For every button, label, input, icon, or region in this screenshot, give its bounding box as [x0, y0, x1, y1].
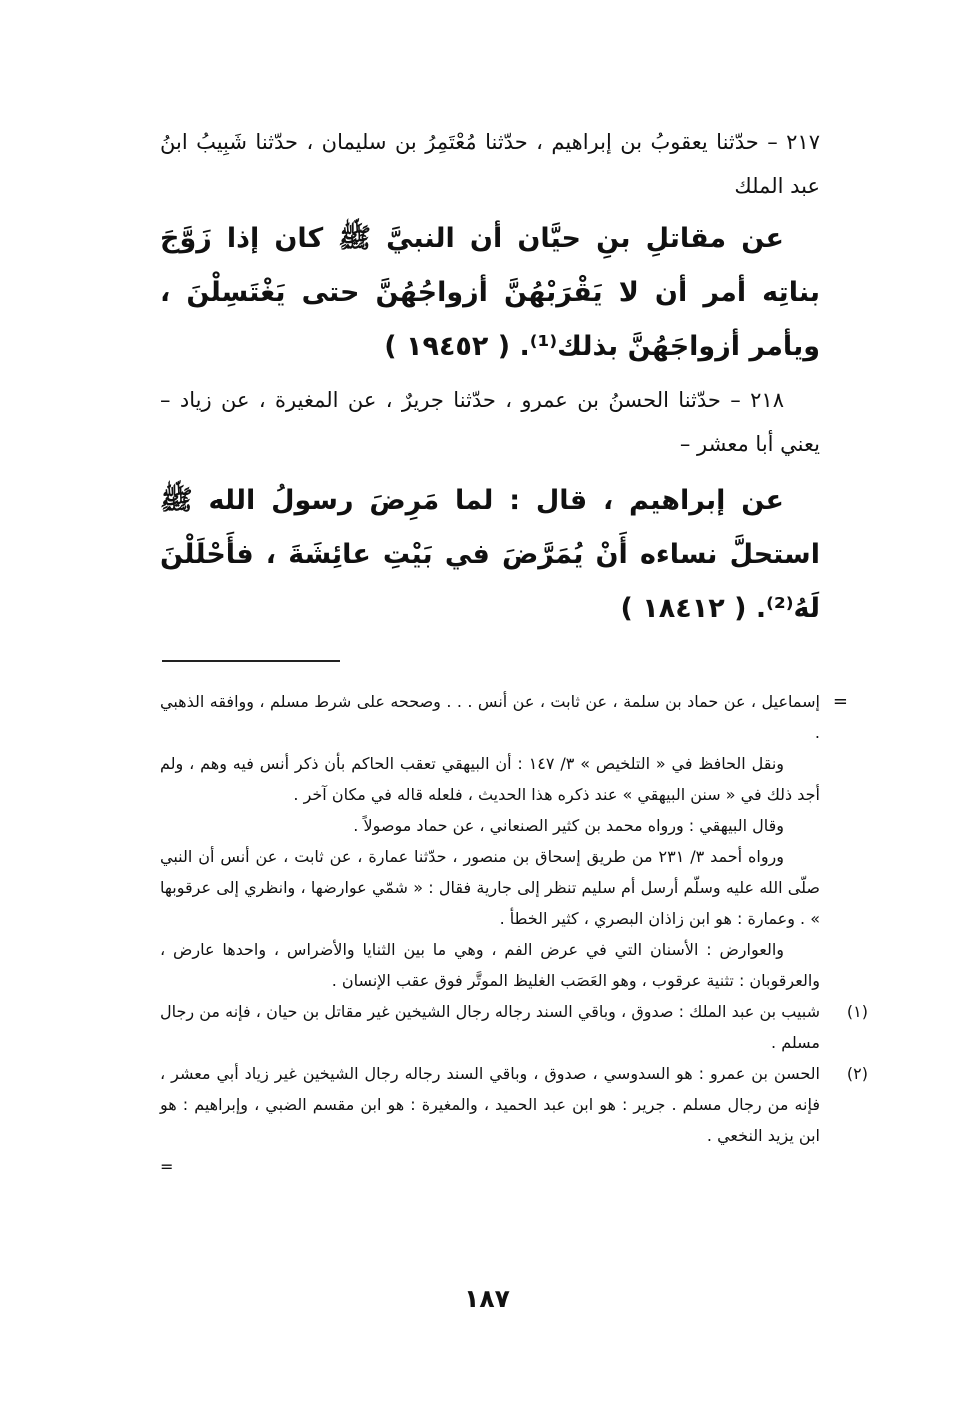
footnote-text: الحسن بن عمرو : هو السدوسي ، صدوق ، وباقي السند رجاله رجال الشيخين غير زياد أبي معشر ، فإنه من رجال مسلم . جرير : هو ابن عبد الحميد ، والمغيرة : هو ابن مقسم الضبي ، وإبراهيم : هو ابن يزيد النخعي . — [160, 1064, 820, 1145]
footnote-number: (٢) — [846, 1064, 868, 1083]
footnote-1 — [160, 996, 868, 1058]
hadith-218-isnad: ٢١٨ – حدّثنا الحسنُ بن عمرو ، حدّثنا جريرٌ ، عن المغيرة ، عن زياد – يعني أبا معشر – — [160, 388, 820, 456]
hadith-217-isnad: ٢١٧ – حدّثنا يعقوبُ بن إبراهيم ، حدّثنا مُعْتَمِرُ بن سليمان ، حدّثنا شَبِيبُ ابنُ عبد الملك — [160, 130, 820, 198]
hadith-218-matn: عن إبراهيم ، قال : لما مَرِضَ رسولُ الله ﷺ استحلَّ نساءه أَنْ يُمَرَّضَ في بَيْتِ عائِشَةَ ، فأَحْلَلْنَ لَهُ⁽²⁾. ( ١٨٤١٢ ) — [160, 485, 820, 624]
footnote-number: (١) — [846, 1002, 868, 1021]
footnotes-section — [160, 686, 868, 1182]
book-page — [160, 120, 868, 1370]
continuation-end-mark: = — [160, 1157, 174, 1176]
continuation-mark: = — [832, 691, 848, 712]
footnote-2 — [160, 1058, 868, 1151]
hadith-217-matn: عن مقاتلِ بنِ حيَّان أن النبيَّ ﷺ كان إذا زَوَّجَ بناتِه أمر أن لا يَقْرَبْهُنَّ أزواجُهُنَّ حتى يَغْتَسِلْنَ ، ويأمر أزواجَهُنَّ بذلك⁽¹⁾. ( ١٩٤٥٢ ) — [160, 223, 820, 362]
footnote-separator — [162, 660, 340, 662]
page-number: ١٨٧ — [464, 1284, 510, 1313]
footnote-text: شبيب بن عبد الملك : صدوق ، وباقي السند رجاله رجال الشيخين غير مقاتل بن حيان ، فإنه من رجال مسلم . — [160, 1002, 820, 1052]
note-paragraph: وقال البيهقي : ورواه محمد بن كثير الصنعاني ، عن حماد موصولاً . — [353, 816, 784, 835]
note-paragraph: إسماعيل ، عن حماد بن سلمة ، عن ثابت ، عن أنس . . . وصححه على شرط مسلم ، ووافقه الذهبي . — [160, 692, 820, 742]
note-paragraph: ورواه أحمد ٣/ ٢٣١ من طريق إسحاق بن منصور ، حدّثنا عمارة ، عن ثابت ، عن أنس أن النبي صلّى الله عليه وسلّم أرسل أم سليم تنظر إلى جارية فقال : « شمّي عوارضها ، وانظري إلى عرقوبها » . وعمارة : هو ابن زاذان البصري ، كثير الخطأ . — [160, 847, 820, 928]
continued-note — [160, 686, 848, 996]
note-paragraph: ونقل الحافظ في « التلخيص » ٣/ ١٤٧ : أن البيهقي تعقب الحاكم بأن ذكر أنس فيه وهم ، ولم أجد ذلك في « سنن البيهقي » عند ذكره هذا الحديث ، فلعله قاله في مكان آخر . — [160, 754, 820, 804]
note-paragraph: والعوارض : الأسنان التي في عرض الفم ، وهي ما بين الثنايا والأضراس ، واحدها عارض ، والعرقوبان : تثنية عرقوب ، وهو العَصَب الغليظ الموتَّر فوق عقب الإنسان . — [160, 940, 820, 990]
